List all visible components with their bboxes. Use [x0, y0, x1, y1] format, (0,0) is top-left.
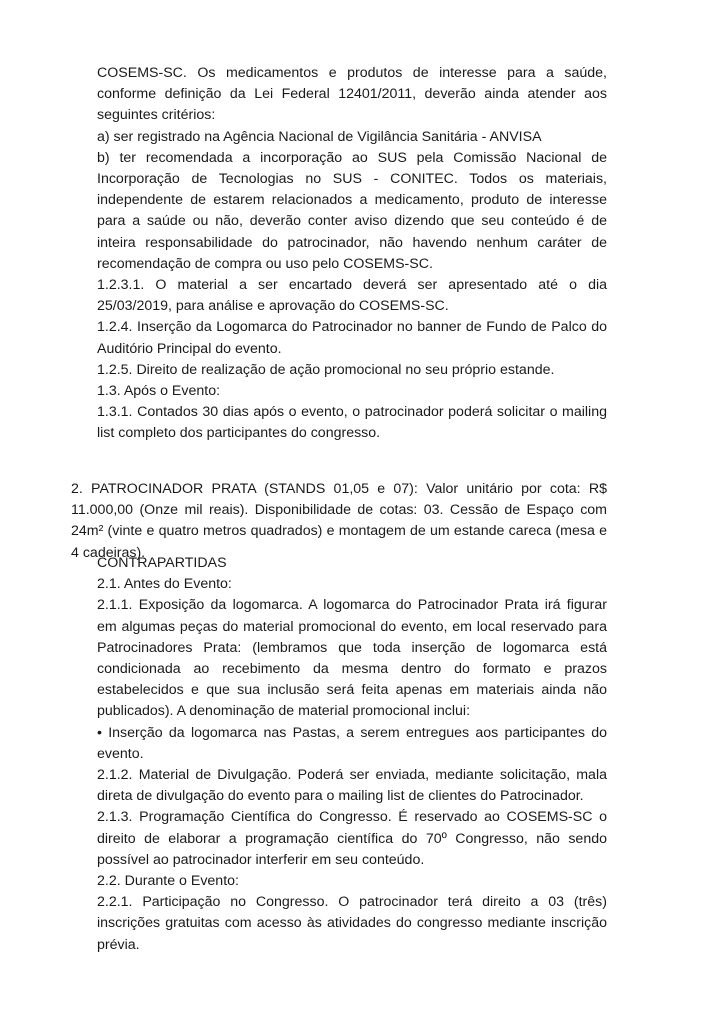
paragraph: 2.1.2. Material de Divulgação. Poderá ser enviada, mediante solicitação, mala direta de divulgação do evento para o mailing list de clientes do Patrocinador. — [97, 767, 607, 805]
paragraph: 2.2. Durante o Evento: — [97, 873, 239, 890]
paragraph: b) ter recomendada a incorporação ao SUS pela Comissão Nacional de Incorporação de Tecnologias no SUS - CONITEC. Todos os materiais, independente de estarem relacionados a medicamento, produto de interesse para a saúde ou não, deverão conter aviso dizendo que seu conteúdo é de inteira responsabilidade do patrocinador, não havendo nenhum caráter de recomendação de compra ou uso pelo COSEMS-SC. — [97, 149, 607, 272]
paragraph: 2.2.1. Participação no Congresso. O patrocinador terá direito a 03 (três) inscrições gratuitas com acesso às atividades do congresso mediante inscrição prévia. — [97, 894, 607, 953]
section-2-body — [97, 553, 607, 956]
paragraph: 1.3. Após o Evento: — [97, 383, 221, 400]
paragraph: a) ser registrado na Agência Nacional de Vigilância Sanitária - ANVISA — [97, 128, 542, 145]
section-1-continuation — [97, 63, 607, 445]
section-heading: 2. PATROCINADOR PRATA (STANDS 01,05 e 07): Valor unitário por cota: R$ 11.000,00 (Onze mil reais). Disponibilidade de cotas: 03. Cessão de Espaço com 24m² (vinte e quatro metros quadrados) e montagem de um estande careca (mesa e 4 cadeiras). — [71, 481, 607, 561]
paragraph: 2.1.3. Programação Científica do Congresso. É reservado ao COSEMS-SC o direito de elaborar a programação científica do 70º Congresso, não sendo possível ao patrocinador interferir em seu conteúdo. — [97, 809, 607, 868]
paragraph: COSEMS-SC. Os medicamentos e produtos de interesse para a saúde, conforme definição da Lei Federal 12401/2011, deverão ainda atender aos seguintes critérios: — [97, 65, 607, 124]
paragraph: 2.1.1. Exposição da logomarca. A logomarca do Patrocinador Prata irá figurar em algumas peças do material promocional do evento, em local reservado para Patrocinadores Prata: (lembramos que toda inserção de logomarca está condicionada ao recebimento da mesma dentro do formato e prazos estabelecidos e que sua inclusão será feita apenas em materiais ainda não publicados). A denominação de material promocional inclui: — [97, 597, 607, 720]
paragraph: 2.1. Antes do Evento: — [97, 576, 232, 593]
paragraph: 1.2.4. Inserção da Logomarca do Patrocinador no banner de Fundo de Palco do Auditório Principal do evento. — [97, 319, 607, 357]
paragraph: 1.3.1. Contados 30 dias após o evento, o patrocinador poderá solicitar o mailing list completo dos participantes do congresso. — [97, 404, 607, 442]
subheading-contrapartidas: CONTRAPARTIDAS — [97, 555, 227, 571]
paragraph: 1.2.5. Direito de realização de ação promocional no seu próprio estande. — [97, 361, 555, 378]
section-2-heading-paragraph — [71, 479, 607, 564]
bullet-item: • Inserção da logomarca nas Pastas, a serem entregues aos participantes do evento. — [97, 724, 607, 762]
paragraph: 1.2.3.1. O material a ser encartado deverá ser apresentado até o dia 25/03/2019, para análise e aprovação do COSEMS-SC. — [97, 277, 607, 315]
